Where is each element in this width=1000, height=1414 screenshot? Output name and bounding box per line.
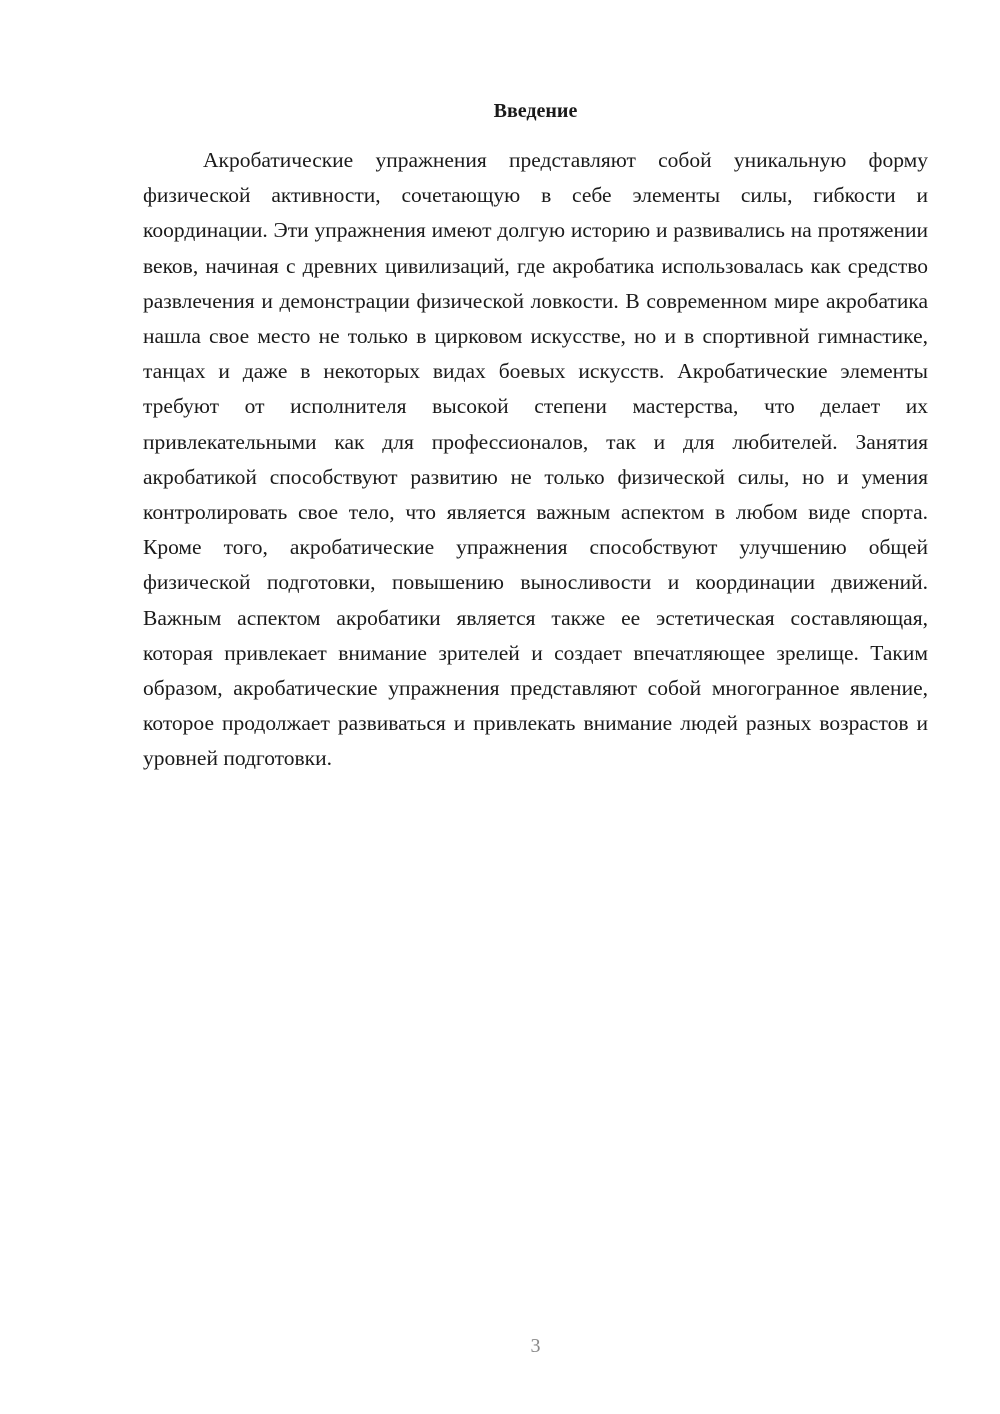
body-paragraph: Акробатические упражнения представляют собой уникальную форму физической активности, сочетающую в себе элементы силы, гибкости и координации. Эти упражнения имеют долгую историю и развивались на протяжении веков, начиная с древних цивилизаций, где акробатика использовалась как средство развлечения и демонстрации физической ловкости. В современном мире акробатика нашла свое место не только в цирковом искусстве, но и в спортивной гимнастике, танцах и даже в некоторых видах боевых искусств. Акробатические элементы требуют от исполнителя высокой степени мастерства, что делает их привлекательными как для профессионалов, так и для любителей. Занятия акробатикой способствуют развитию не только физической силы, но и умения контролировать свое тело, что является важным аспектом в любом виде спорта. Кроме того, акробатические упражнения способствуют улучшению общей физической подготовки, повышению выносливости и координации движений. Важным аспектом акробатики является также ее эстетическая составляющая, которая привлекает внимание зрителей и создает впечатляющее зрелище. Таким образом, акробатические упражнения представляют собой многогранное явление, которое продолжает развиваться и привлекать внимание людей разных возрастов и уровней подготовки. [143,148,928,771]
page-number: 3 [530,1335,541,1357]
section-heading: Введение [493,100,578,122]
